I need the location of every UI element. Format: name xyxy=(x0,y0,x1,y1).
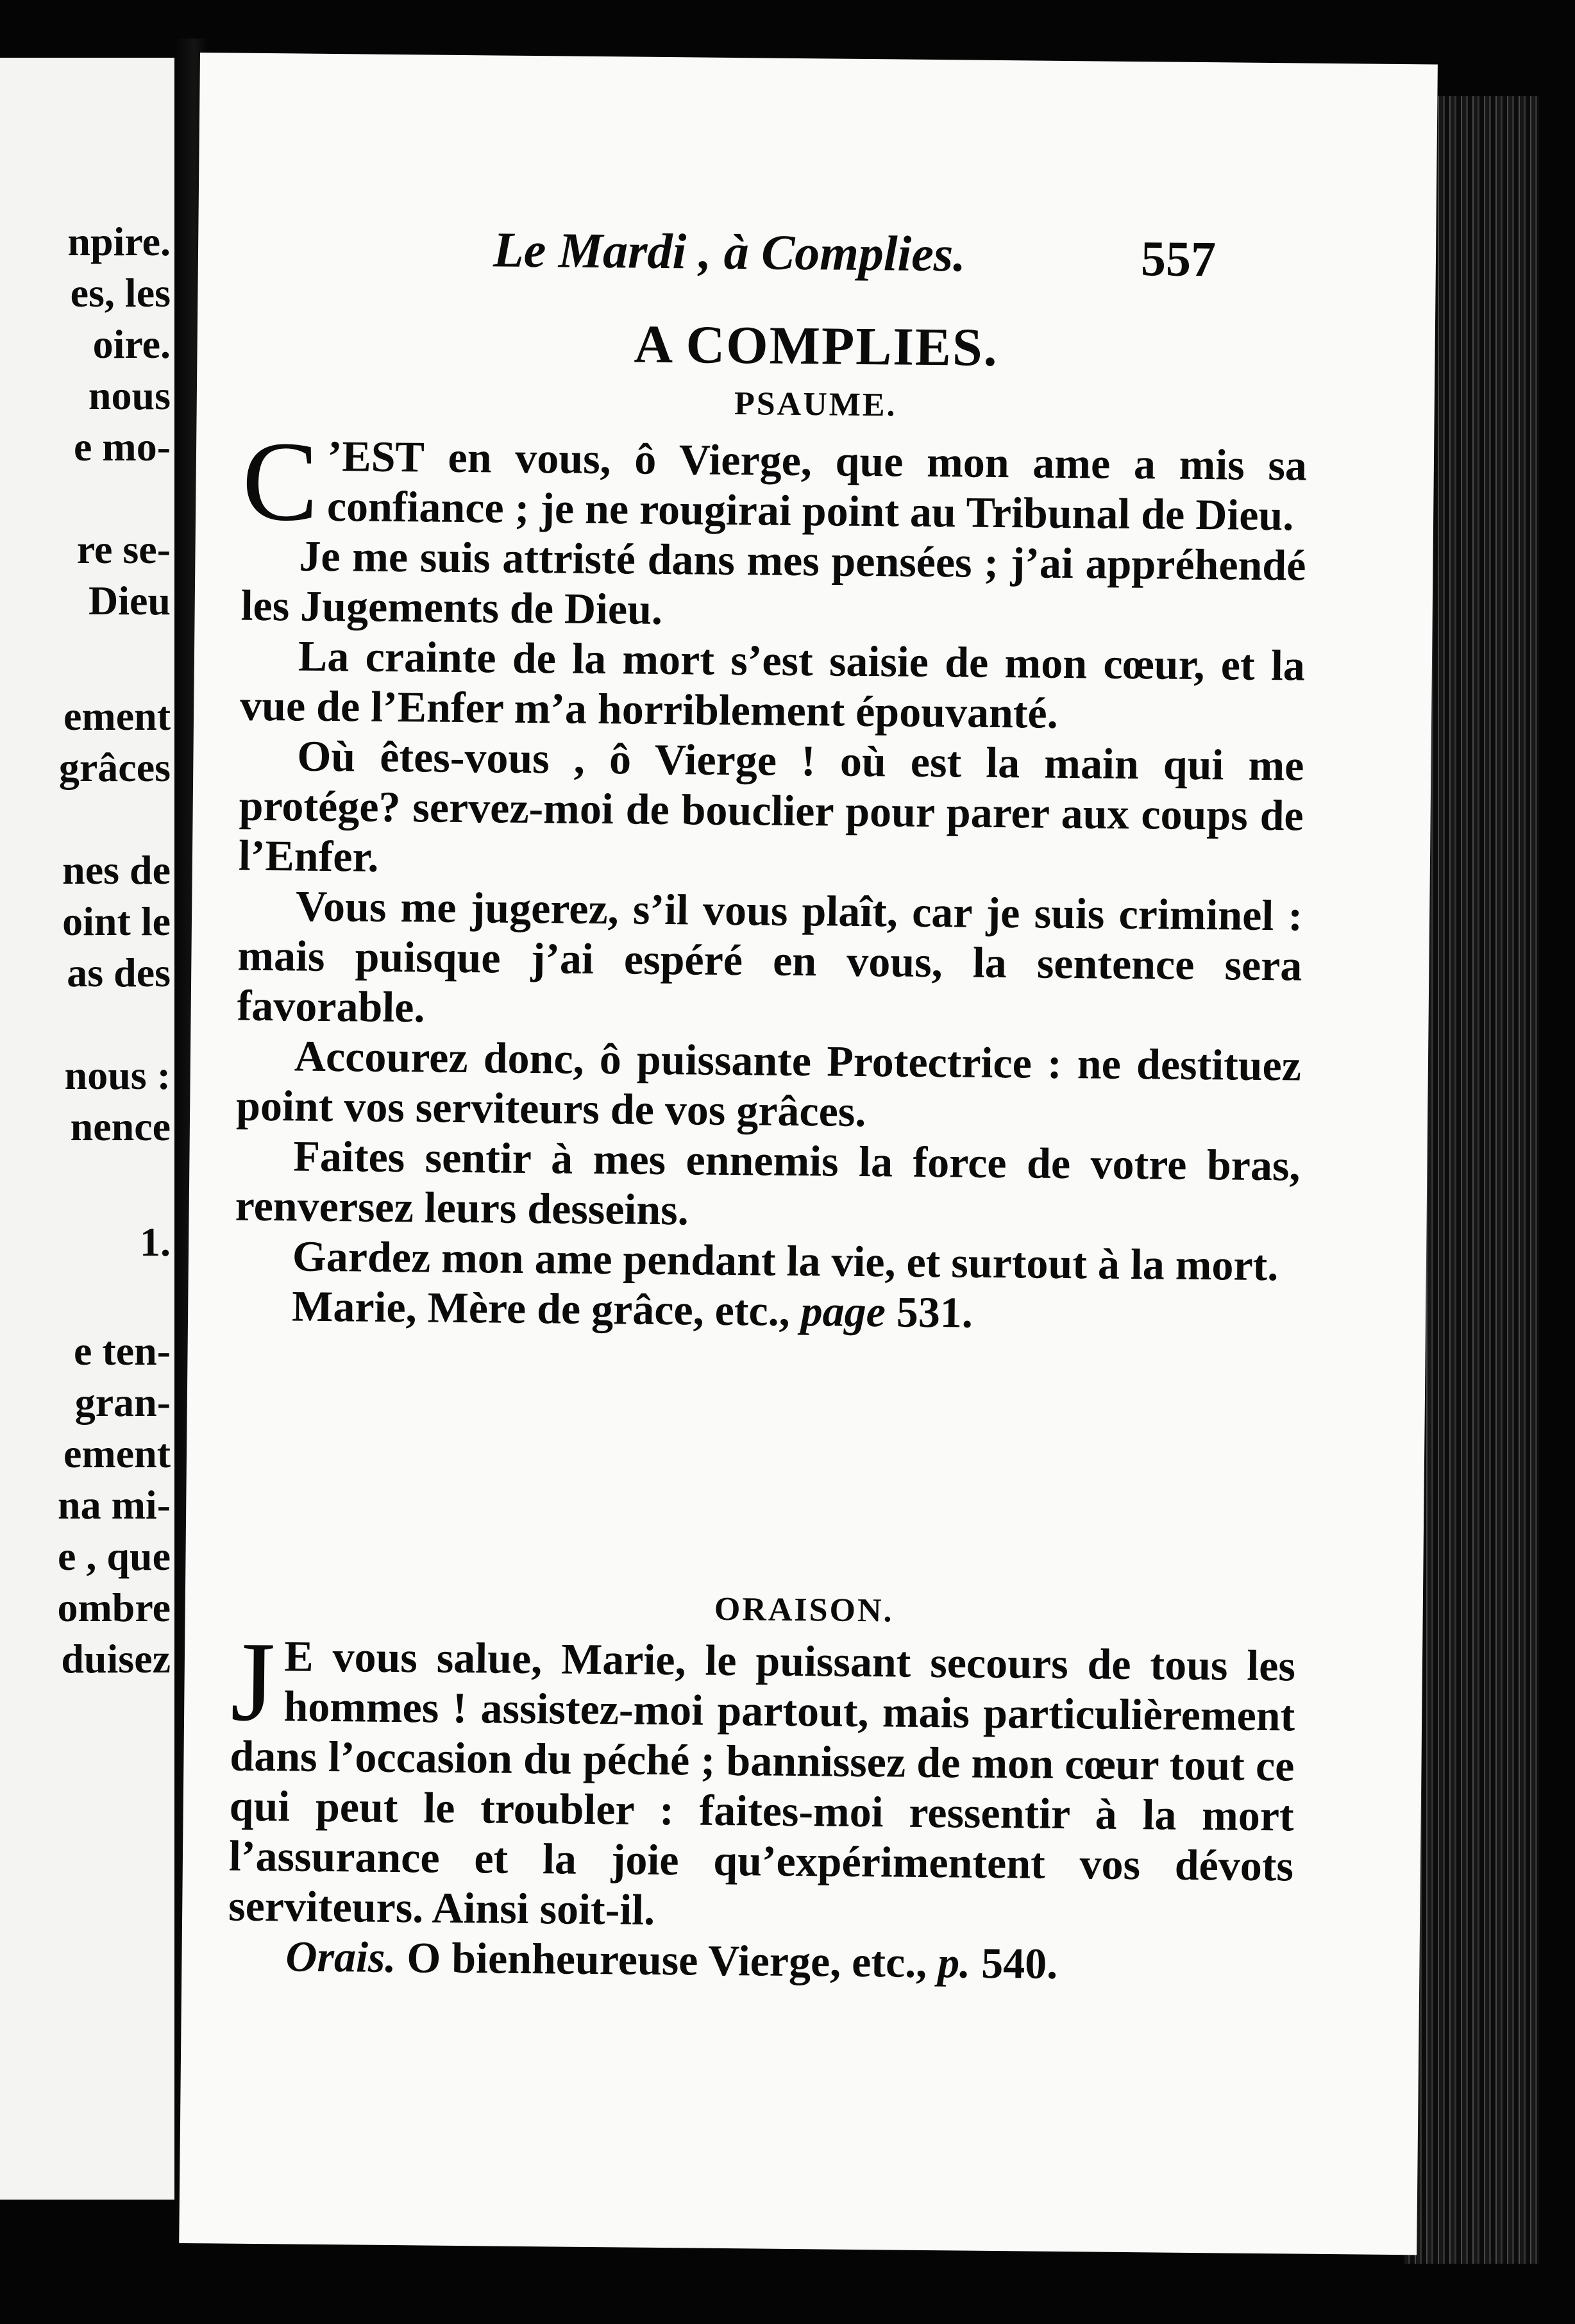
left-page-line: nous : xyxy=(64,1052,171,1098)
section-title: A COMPLIES. xyxy=(634,314,999,378)
left-page-line: es, les xyxy=(70,270,171,316)
left-page-line: re se- xyxy=(76,526,171,572)
psalm-paragraph: Accourez donc, ô puissante Protectrice : ne destituez point vos serviteurs de vos grâces. xyxy=(235,1031,1302,1136)
drop-cap: C xyxy=(241,417,319,545)
left-page-line: ombre xyxy=(57,1585,171,1630)
paragraph-text: vous salue, Marie, le puissant secours de tous les hommes ! assistez-moi partout, mais particulièrement dans l’occasion du péché ; bannissez de mon cœur tout ce qui peut le troubler : faites-moi ressentir à la mort l’assurance et la joie qu’expérimentent vos dévots serviteurs. Ainsi soit-il. xyxy=(228,1631,1296,1934)
left-page-line: oint le xyxy=(62,898,171,944)
antiphon-text: Marie, Mère de grâce, etc., xyxy=(291,1281,802,1336)
left-page-line: Dieu xyxy=(88,578,171,623)
oraison-heading: ORAISON. xyxy=(714,1590,894,1629)
closing-label: Orais. xyxy=(285,1932,396,1982)
left-page-line: e ten- xyxy=(73,1328,171,1374)
psalm-paragraph: Où êtes-vous , ô Vierge ! où est la main qui me protége? servez-moi de bouclier pour parer aux coups de l’Enfer. xyxy=(238,731,1304,881)
left-page-line: ement xyxy=(63,1431,171,1476)
left-page-line: grâces xyxy=(58,745,171,790)
first-word: E xyxy=(283,1631,314,1681)
left-page-line: duisez xyxy=(61,1636,171,1681)
closing-ref-label: p. xyxy=(937,1938,971,1987)
drop-cap: J xyxy=(230,1617,276,1746)
antiphon-line xyxy=(234,1281,1299,1341)
psalm-paragraph: La crainte de la mort s’est saisie de mon cœur, et la vue de l’Enfer m’a horriblement épouvanté. xyxy=(239,631,1306,737)
paragraph-text: en vous, ô Vierge, que mon ame a mis sa confiance ; je ne rougirai point au Tribunal de Dieu. xyxy=(326,432,1308,540)
left-page-line: nence xyxy=(70,1104,171,1149)
book-page xyxy=(179,53,1438,2255)
psalm-first-paragraph xyxy=(241,417,1308,545)
first-word: ’EST xyxy=(327,431,425,482)
left-page-line: nous xyxy=(88,373,171,418)
left-page-line: e mo- xyxy=(73,424,171,469)
left-page-line: gran- xyxy=(74,1379,171,1425)
left-page-line: npire. xyxy=(67,219,171,264)
psalm-paragraph: Faites sentir à mes ennemis la force de votre bras, renversez leurs desseins. xyxy=(235,1131,1301,1234)
antiphon-ref-label: page xyxy=(800,1286,886,1336)
psalm-heading: PSAUME. xyxy=(734,385,897,424)
running-header: Le Mardi , à Complies. xyxy=(493,221,966,282)
psalm-paragraph: Vous me jugerez, s’il vous plaît, car je suis criminel : mais puisque j’ai espéré en vous, la sentence sera favorable. xyxy=(237,881,1303,1032)
psalm-text xyxy=(234,417,1308,1341)
closing-line xyxy=(228,1931,1293,1991)
antiphon-ref-number: 531. xyxy=(885,1287,973,1337)
left-page-line: as des xyxy=(67,950,171,995)
left-page-line: 1. xyxy=(140,1219,171,1265)
left-page-line: oire. xyxy=(92,321,171,367)
left-page-line: e , que xyxy=(58,1533,171,1579)
oraison-text xyxy=(228,1617,1296,1991)
left-page-line: nes de xyxy=(62,847,171,893)
psalm-paragraph: Gardez mon ame pendant la vie, et surtout à la mort. xyxy=(292,1231,1279,1290)
closing-ref-number: 540. xyxy=(970,1938,1058,1988)
page-number: 557 xyxy=(1140,230,1217,287)
closing-text: O bienheureuse Vierge, etc., xyxy=(396,1933,938,1987)
oraison-paragraph xyxy=(228,1617,1296,1941)
left-page-line: na mi- xyxy=(58,1482,171,1528)
left-page-line: ement xyxy=(63,693,171,739)
psalm-paragraph: Je me suis attristé dans mes pensées ; j’ai appréhendé les Jugements de Dieu. xyxy=(240,531,1306,634)
previous-page-fragment xyxy=(0,58,174,2200)
